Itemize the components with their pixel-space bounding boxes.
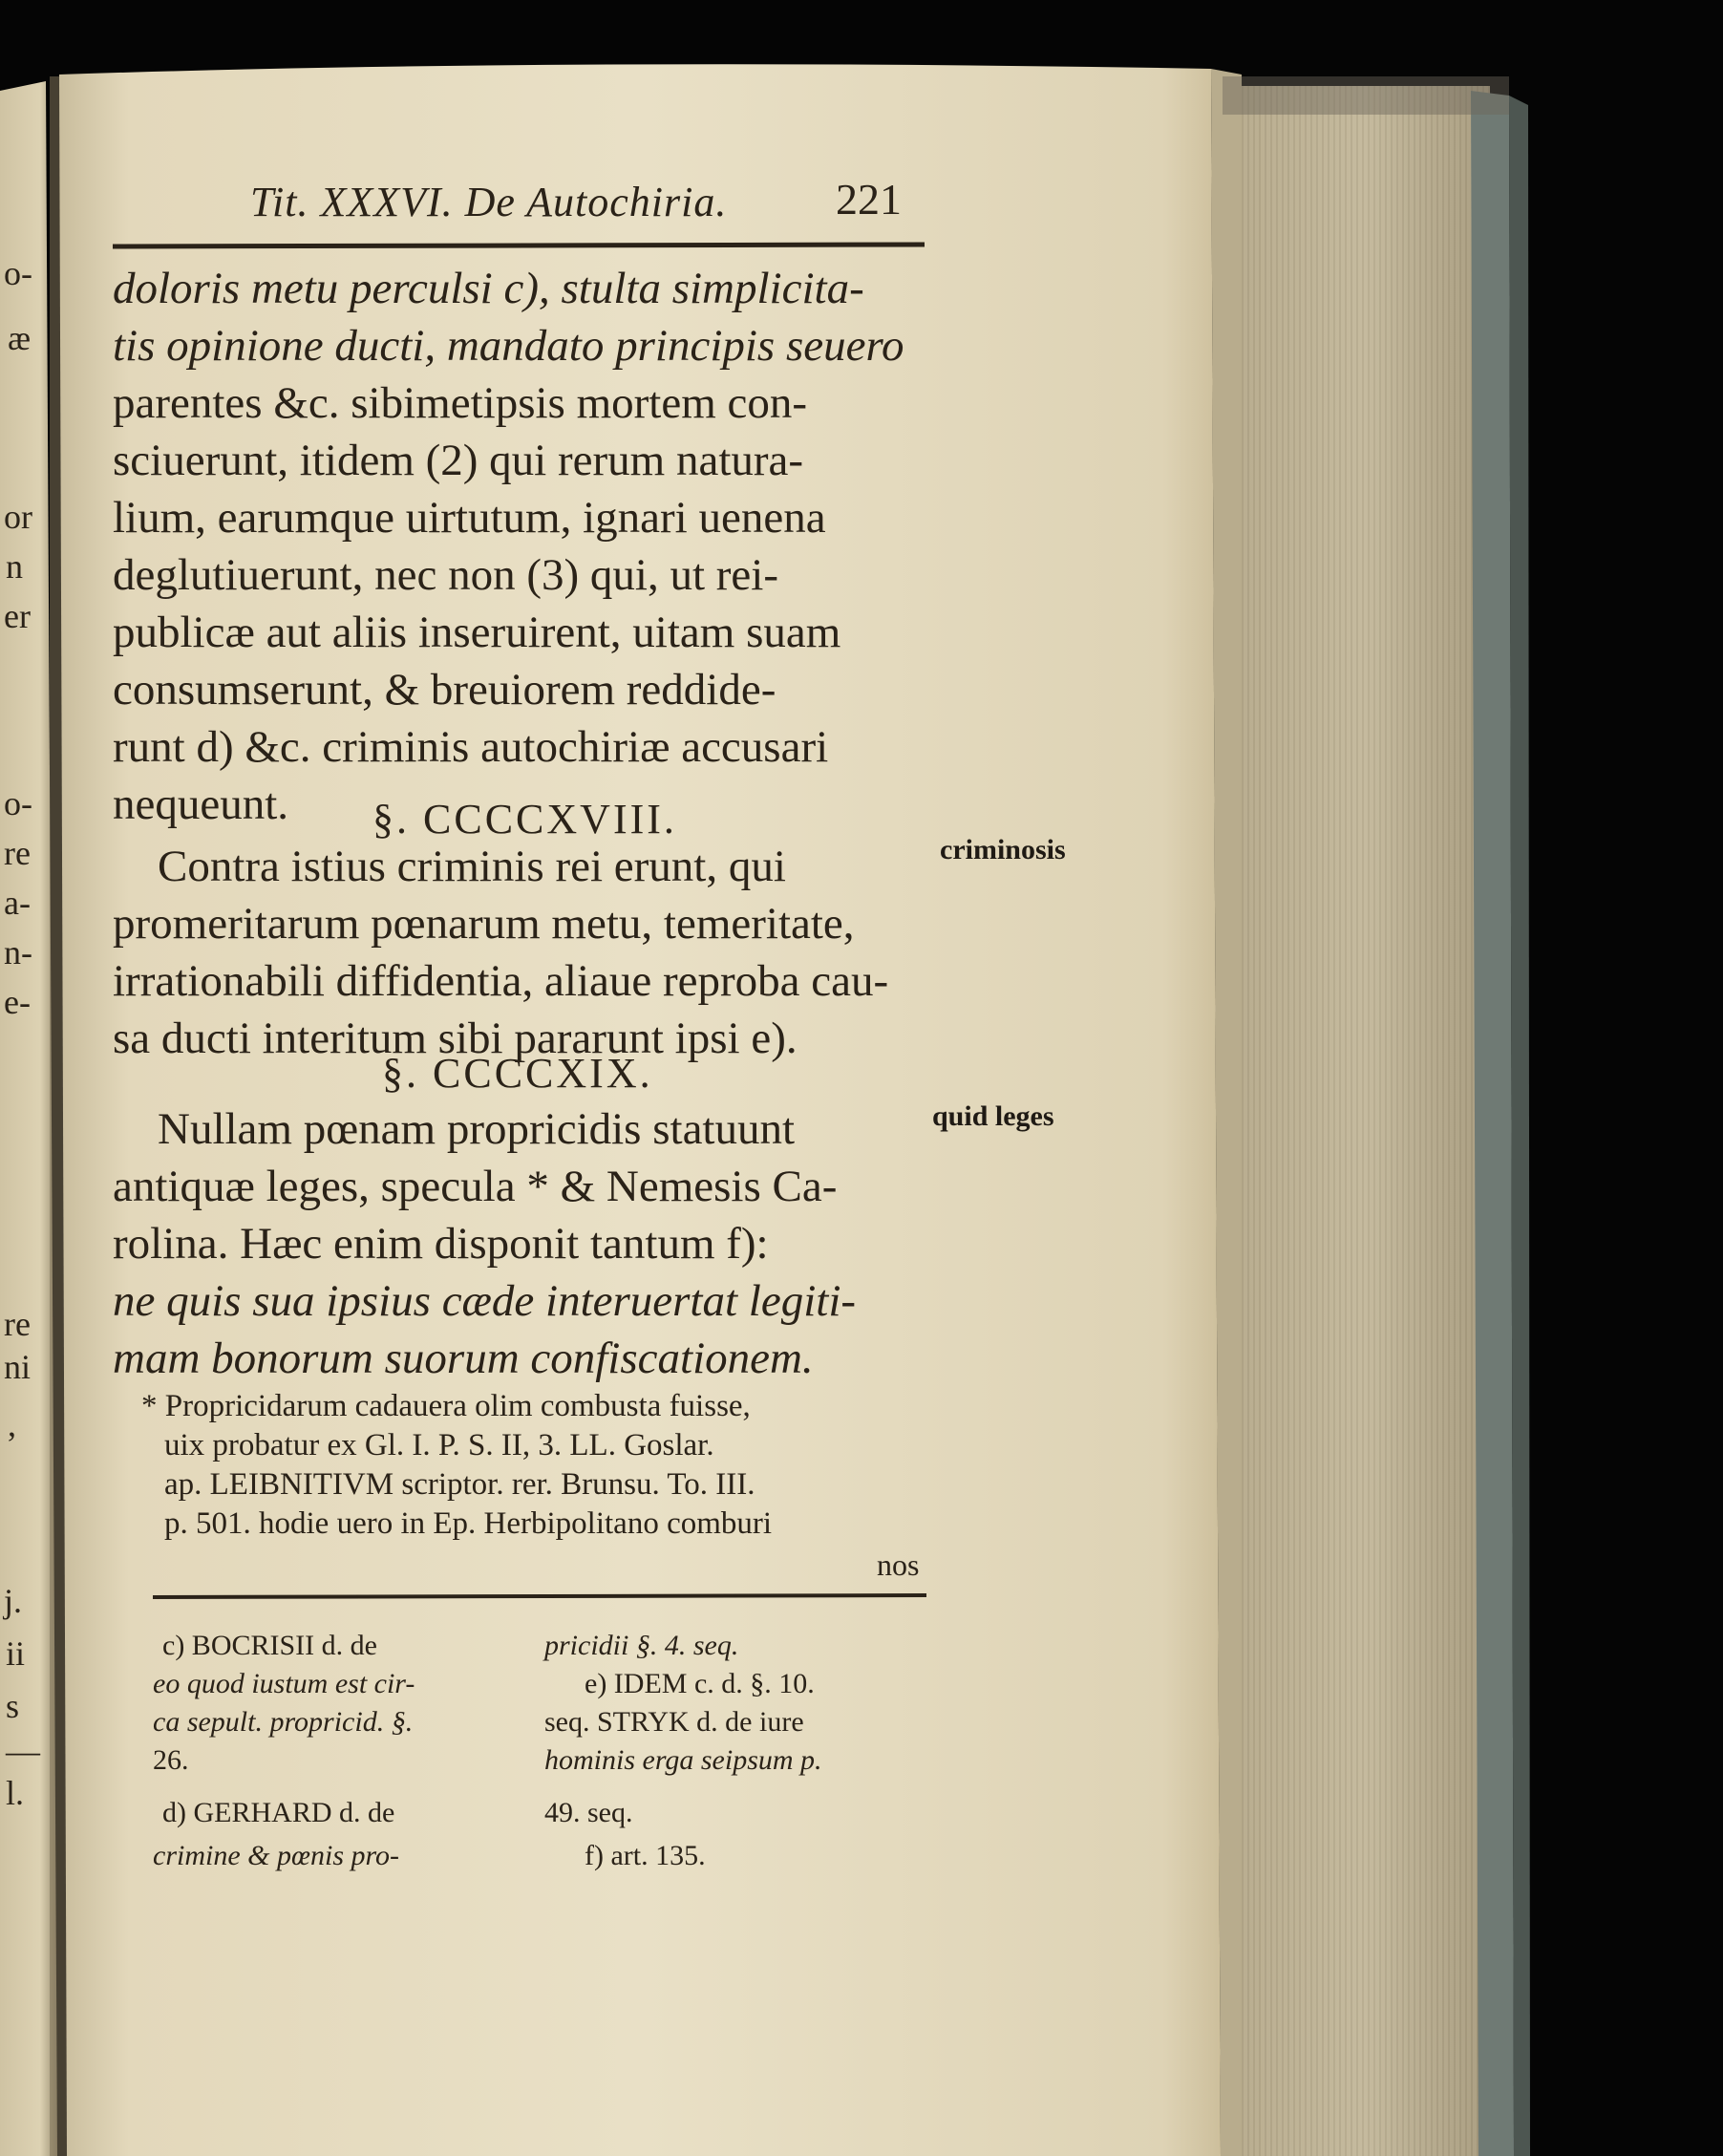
text-line: lium, earumque uirtutum, ignari uenena [113, 493, 826, 543]
page-number: 221 [836, 175, 902, 224]
text-line: nequeunt. [113, 779, 289, 829]
text-line: runt d) &c. criminis autochiriæ accusari [113, 722, 829, 772]
footnote-line: ap. LEIBNITIVM scriptor. rer. Brunsu. To. III. [164, 1467, 755, 1502]
note-line: hominis erga seipsum p. [544, 1744, 822, 1776]
section-heading: §. CCCCXIX. [382, 1050, 653, 1097]
edge-fragment: er [4, 597, 31, 635]
edge-fragment: a- [4, 884, 31, 922]
section-heading: §. CCCCXVIII. [372, 796, 677, 843]
note-line: 49. seq. [544, 1797, 633, 1828]
text-line: sciuerunt, itidem (2) qui rerum natura- [113, 436, 804, 485]
edge-fragment: o- [4, 784, 32, 822]
running-head: Tit. XXXVI. De Autochiria. [250, 179, 728, 225]
text-line: antiquæ leges, specula * & Nemesis Ca- [113, 1162, 838, 1211]
note-line: d) GERHARD d. de [162, 1797, 395, 1828]
text-line: consumserunt, & breuiorem reddide- [113, 665, 776, 715]
text-line: Nullam pœnam propricidis statuunt [158, 1104, 796, 1154]
edge-fragment: — [6, 1732, 40, 1770]
edge-fragment: re [4, 1305, 31, 1343]
text-line: irrationabili diffidentia, aliaue reproba cau- [113, 956, 889, 1006]
edge-fragment: s [6, 1687, 20, 1725]
note-line: 26. [153, 1744, 189, 1776]
text-line: publicæ aut aliis inseruirent, uitam suam [113, 608, 841, 657]
note-line: seq. STRYK d. de iure [544, 1706, 804, 1738]
text-line: rolina. Hæc enim disponit tantum f): [113, 1219, 769, 1269]
edge-fragment: or [4, 498, 32, 536]
text-line: Contra istius criminis rei erunt, qui [158, 842, 786, 891]
edge-fragment: l. [6, 1774, 25, 1812]
note-line: c) BOCRISII d. de [162, 1630, 377, 1661]
edge-fragment: n [6, 547, 23, 586]
edge-fragment: e- [4, 983, 31, 1021]
edge-fragment: ni [4, 1348, 32, 1386]
footnote-rule [153, 1595, 926, 1597]
edge-fragment: ii [6, 1634, 26, 1673]
text-line: sa ducti interitum sibi pararunt ipsi e). [113, 1014, 798, 1063]
note-line: pricidii §. 4. seq. [544, 1630, 739, 1661]
note-line: ca sepult. propricid. §. [153, 1706, 414, 1738]
edge-fragment: æ [8, 319, 32, 357]
text-line: parentes &c. sibimetipsis mortem con- [113, 378, 808, 428]
text-line: tis opinione ducti, mandato principis seuero [113, 321, 904, 371]
edge-fragment: re [4, 834, 31, 872]
text-line: ne quis sua ipsius cæde interuertat legiti- [113, 1276, 857, 1326]
note-line: f) art. 135. [585, 1840, 706, 1871]
edge-fragment: , [8, 1405, 16, 1443]
catchword: nos [877, 1548, 920, 1582]
text-line: deglutiuerunt, nec non (3) qui, ut rei- [113, 550, 778, 600]
note-line: eo quod iustum est cir- [153, 1668, 415, 1699]
margin-note: quid leges [932, 1100, 1054, 1132]
text-line: doloris metu perculsi c), stulta simplicita- [113, 264, 864, 313]
edge-fragment: j. [4, 1582, 23, 1620]
margin-note: criminosis [940, 834, 1066, 865]
note-line: crimine & pœnis pro- [153, 1840, 400, 1871]
footnote-line: uix probatur ex Gl. I. P. S. II, 3. LL. Goslar. [164, 1428, 714, 1462]
edge-fragment: o- [4, 254, 32, 292]
footnote-line: p. 501. hodie uero in Ep. Herbipolitano comburi [164, 1506, 773, 1541]
note-line: e) IDEM c. d. §. 10. [585, 1668, 815, 1699]
edge-fragment: n- [4, 933, 32, 971]
text-line: mam bonorum suorum confiscationem. [113, 1334, 814, 1383]
header-rule [113, 245, 925, 246]
footnote-line: * Propricidarum cadauera olim combusta fuisse, [141, 1389, 751, 1423]
text-line: promeritarum pœnarum metu, temeritate, [113, 899, 855, 949]
